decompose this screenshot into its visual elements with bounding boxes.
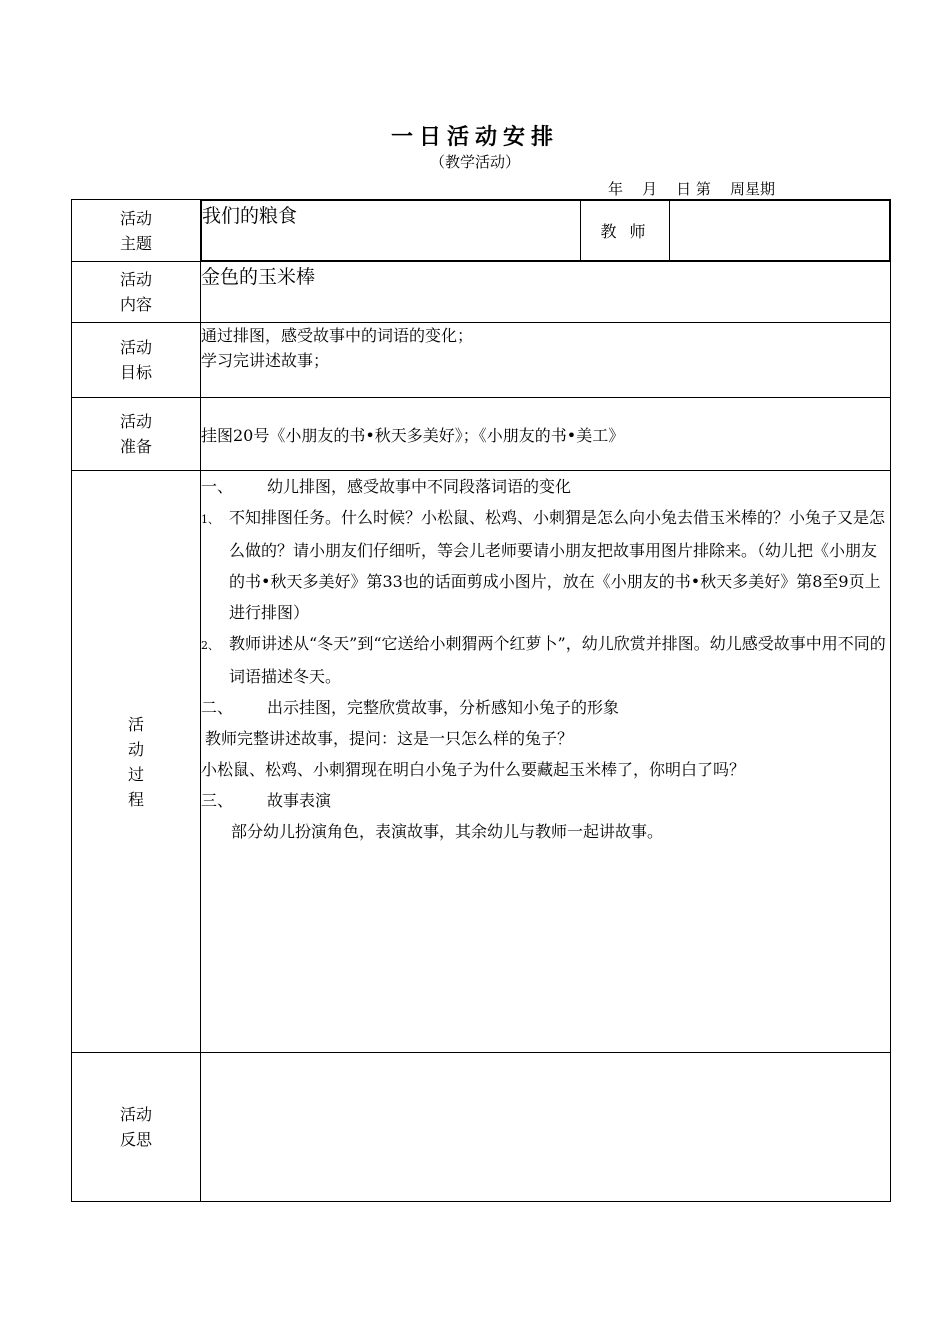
section-heading [201, 471, 890, 502]
goal-cell [201, 323, 891, 398]
section-number: 一、 [201, 477, 234, 496]
process-cell [201, 471, 891, 1053]
section-number: 二、 [201, 698, 234, 717]
list-item [201, 628, 890, 692]
content-label [72, 262, 201, 323]
paragraph: 部分幼儿扮演角色，表演故事，其余幼儿与教师一起讲故事。 [231, 822, 664, 841]
process-label-char: 过 [127, 764, 144, 784]
section-heading [201, 785, 890, 816]
prep-row [72, 398, 891, 471]
section-heading [201, 692, 890, 723]
list-item [201, 502, 890, 628]
theme-value: 我们的粮食 [202, 201, 581, 261]
content-label-line2: 内容 [119, 295, 152, 314]
theme-label [72, 200, 201, 262]
goal-row [72, 323, 891, 398]
page-subtitle: （教学活动） [429, 153, 520, 171]
goal-label-line1: 活动 [119, 338, 152, 357]
item-text: 不知排图任务。什么时候？小松鼠、松鸡、小刺猬是怎么向小兔去借玉米棒的？小兔子又是怎么做的？请小朋友们仔细听，等会儿老师要请小朋友把故事用图片排除来。（幼儿把《小朋友的书•秋天多美好》第33也的话面剪成小图片，放在《小朋友的书•秋天多美好》第8至9页上进行排图） [229, 508, 886, 622]
teacher-label: 教 师 [581, 201, 670, 261]
prep-value: 挂图20号《小朋友的书•秋天多美好》；《小朋友的书•美工》 [201, 398, 891, 471]
item-text: 教师讲述从“冬天”到“它送给小刺猬两个红萝卜”，幼儿欣赏并排图。幼儿感受故事中用不同的词语描述冬天。 [229, 634, 886, 686]
reflection-row [72, 1053, 891, 1202]
content-row [72, 262, 891, 323]
process-row [72, 471, 891, 1053]
activity-table [71, 199, 891, 1202]
paragraph: 小松鼠、松鸡、小刺猬现在明白小兔子为什么要藏起玉米棒了，你明白了吗？ [201, 760, 746, 779]
date-line: 年 月 日 第 周星期 [608, 180, 775, 198]
reflection-label [72, 1053, 201, 1202]
prep-label-line1: 活动 [119, 412, 152, 431]
content-value: 金色的玉米棒 [201, 262, 891, 323]
section-title: 出示挂图，完整欣赏故事，分析感知小兔子的形象 [267, 698, 620, 717]
item-number: 1、 [201, 513, 219, 526]
process-label [72, 471, 201, 1053]
theme-cell [201, 200, 891, 262]
reflection-label-line2: 反思 [119, 1130, 152, 1149]
item-number: 2、 [201, 639, 219, 652]
process-label-char: 程 [127, 789, 144, 809]
section-title: 幼儿排图，感受故事中不同段落词语的变化 [267, 477, 572, 496]
goal-label [72, 323, 201, 398]
reflection-label-line1: 活动 [119, 1105, 152, 1124]
goal-line: 通过排图，感受故事中的词语的变化； [201, 326, 474, 345]
prep-label [72, 398, 201, 471]
theme-row [72, 200, 891, 262]
page-title: 一日活动安排 [390, 124, 559, 150]
process-label-char: 动 [127, 739, 144, 759]
goal-label-line2: 目标 [119, 363, 152, 382]
teacher-value [670, 201, 890, 261]
prep-label-line2: 准备 [119, 437, 152, 456]
section-title: 故事表演 [267, 791, 332, 810]
theme-label-line2: 主题 [119, 233, 152, 253]
reflection-value [201, 1053, 891, 1202]
theme-label-line1: 活动 [119, 208, 152, 228]
process-label-char: 活 [127, 714, 144, 734]
content-label-line1: 活动 [119, 270, 152, 289]
section-number: 三、 [201, 791, 234, 810]
paragraph: 教师完整讲述故事，提问：这是一只怎么样的兔子？ [205, 729, 574, 748]
goal-line: 学习完讲述故事； [201, 351, 330, 370]
